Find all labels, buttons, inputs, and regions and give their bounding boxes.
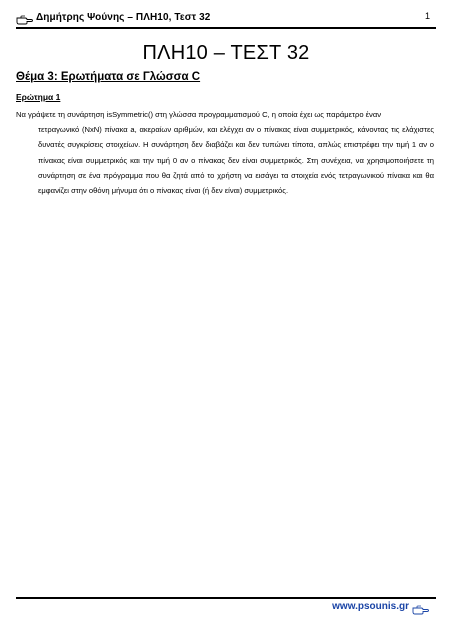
question-text-first-line: Να γράψετε τη συνάρτηση isSymmetric() στη γλώσσα προγραμματισμού C, η οποία έχει ως παράμετρο έναν — [16, 110, 382, 119]
question-text — [16, 107, 434, 198]
page-footer — [332, 601, 432, 612]
question-label: Ερώτημα 1 — [16, 92, 61, 102]
question-text-body: τετραγωνικό (NxN) πίνακα a, ακεραίων αριθμών, και ελέγχει αν ο πίνακας είναι συμμετρικός, κάνοντας τις ελάχιστες δυνατές συγκρίσεις στοιχείων. Η συνάρτηση δεν διαβάζει και δεν τυπώνει τίποτα, απλώς επιστρέφει την τιμή 1 αν ο πίνακας είναι συμμετρικός και την τιμή 0 αν ο πίνακας δεν είναι συμμετρικός. Στη συνέχεια, να χρησιμοποιήσετε τη συνάρτηση σε ένα πρόγραμμα που θα ζητά από το χρήστη να εισάγει τα στοιχεία ενός τετραγωνικού πίνακα και θα εμφανίζει στην οθόνη μήνυμα ότι ο πίνακας είναι (ή δεν είναι) συμμετρικός. — [38, 125, 434, 196]
page-number: 1 — [424, 11, 430, 21]
header-title: Δημήτρης Ψούνης – ΠΛΗ10, Τεστ 32 — [36, 11, 211, 23]
footer-url[interactable]: www.psounis.gr — [332, 601, 409, 612]
pointing-hand-icon — [412, 602, 429, 612]
footer-rule — [16, 597, 436, 599]
section-title: Θέμα 3: Ερωτήματα σε Γλώσσα C — [16, 71, 201, 83]
page-header — [16, 7, 436, 27]
pointing-hand-icon — [16, 12, 33, 22]
header-rule — [16, 27, 436, 29]
document-title: ΠΛΗ10 – ΤΕΣΤ 32 — [142, 42, 310, 64]
